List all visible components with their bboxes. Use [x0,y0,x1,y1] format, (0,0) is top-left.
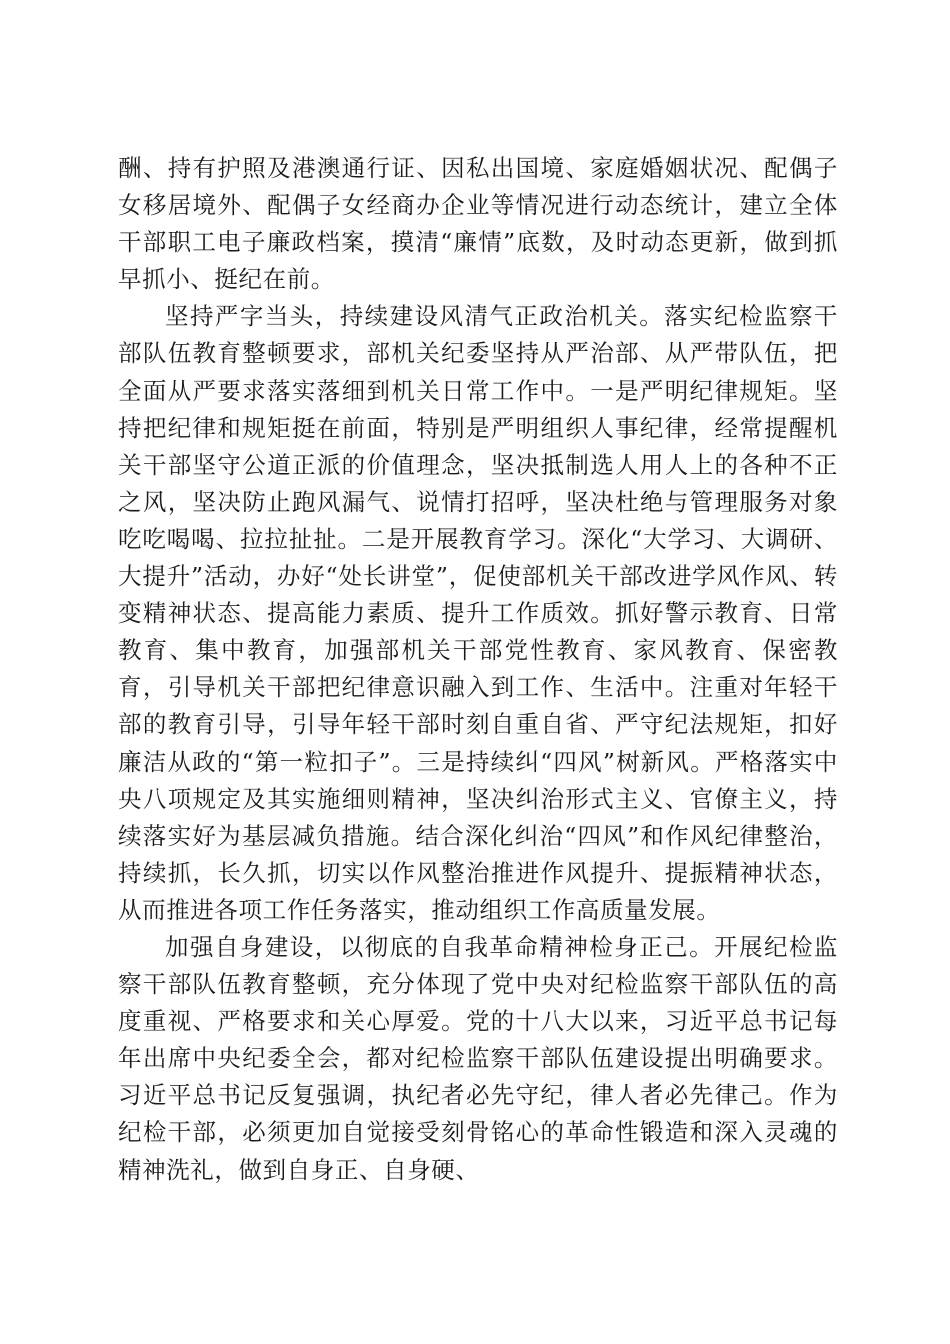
paragraph-1: 酬、持有护照及港澳通行证、因私出国境、家庭婚姻状况、配偶子女移居境外、配偶子女经商办企业等情况进行动态统计，建立全体干部职工电子廉政档案，摸清“廉情”底数，及时动态更新，做到抓早抓小、挺纪在前。 [118,154,838,294]
document-body [118,150,838,1189]
paragraph-3: 加强自身建设，以彻底的自我革命精神检身正己。开展纪检监察干部队伍教育整顿，充分体现了党中央对纪检监察干部队伍的高度重视、严格要求和关心厚爱。党的十八大以来，习近平总书记每年出席中央纪委全会，都对纪检监察干部队伍建设提出明确要求。习近平总书记反复强调，执纪者必先守纪，律人者必先律己。作为纪检干部，必须更加自觉接受刻骨铭心的革命性锻造和深入灵魂的精神洗礼，做到自身正、自身硬、 [118,932,838,1184]
paragraph-2: 坚持严字当头，持续建设风清气正政治机关。落实纪检监察干部队伍教育整顿要求，部机关纪委坚持从严治部、从严带队伍，把全面从严要求落实落细到机关日常工作中。一是严明纪律规矩。坚持把纪律和规矩挺在前面，特别是严明组织人事纪律，经常提醒机关干部坚守公道正派的价值理念，坚决抵制选人用人上的各种不正之风，坚决防止跑风漏气、说情打招呼，坚决杜绝与管理服务对象吃吃喝喝、拉拉扯扯。二是开展教育学习。深化“大学习、大调研、大提升”活动，办好“处长讲堂”，促使部机关干部改进学风作风、转变精神状态、提高能力素质、提升工作质效。抓好警示教育、日常教育、集中教育，加强部机关干部党性教育、家风教育、保密教育，引导机关干部把纪律意识融入到工作、生活中。注重对年轻干部的教育引导，引导年轻干部时刻自重自省、严守纪法规矩，扣好廉洁从政的“第一粒扣子”。三是持续纠“四风”树新风。严格落实中央八项规定及其实施细则精神，坚决纠治形式主义、官僚主义，持续落实好为基层减负措施。结合深化纠治“四风”和作风纪律整治，持续抓，长久抓，切实以作风整治推进作风提升、提振精神状态，从而推进各项工作任务落实，推动组织工作高质量发展。 [118,302,838,924]
